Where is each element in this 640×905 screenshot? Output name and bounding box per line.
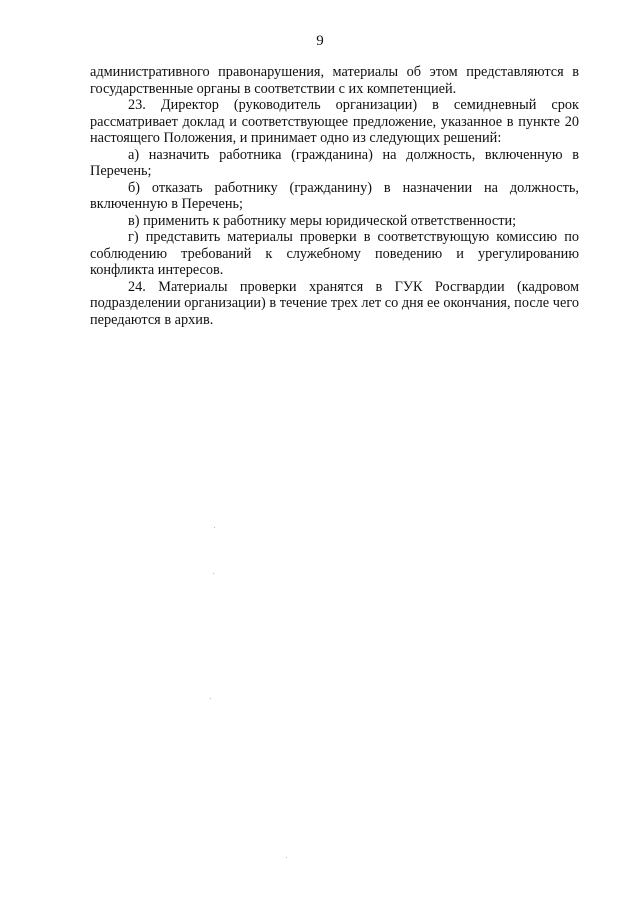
paragraph-item-24: 24. Материалы проверки хранятся в ГУК Росгвардии (кадровом подразделении организации) в течение трех лет со дня ее окончания, после чего передаются в архив. — [90, 278, 579, 328]
paragraph-continuation: административного правонарушения, материалы об этом представляются в государственные органы в соответствии с их компетенцией. — [90, 64, 579, 97]
paragraph-subitem-g: г) представить материалы проверки в соответствующую комиссию по соблюдению требований к служебному поведению и урегулированию конфликта интересов. — [90, 229, 579, 278]
paragraph-subitem-a: а) назначить работника (гражданина) на должность, включенную в Перечень; — [90, 146, 579, 179]
document-body — [90, 64, 579, 328]
paragraph-subitem-b: б) отказать работнику (гражданину) в назначении на должность, включенную в Перечень; — [90, 179, 579, 212]
scan-speck — [214, 527, 215, 528]
paragraph-subitem-v: в) применить к работнику меры юридической ответственности; — [128, 212, 517, 229]
scan-speck — [210, 698, 211, 699]
scan-speck — [213, 573, 214, 574]
page-number: 9 — [316, 33, 324, 49]
paragraph-item-23: 23. Директор (руководитель организации) в семидневный срок рассматривает доклад и соответствующее предложение, указанное в пункте 20 настоящего Положения, и принимает одно из следующих решений: — [90, 97, 579, 146]
scan-speck — [286, 857, 287, 858]
